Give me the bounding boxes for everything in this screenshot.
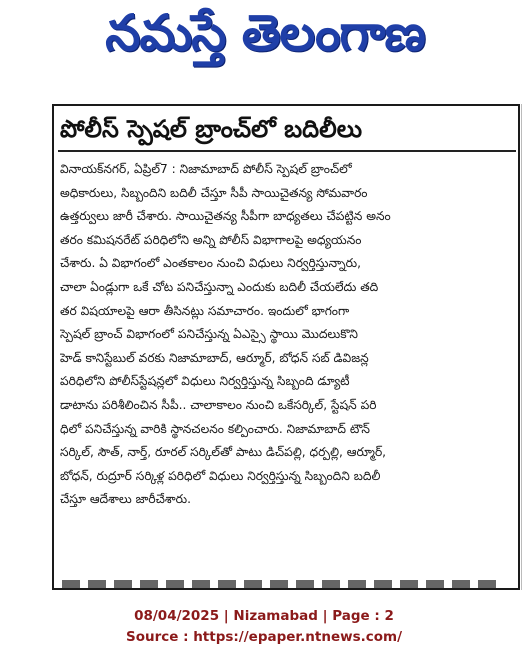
article-line: తరం కమిషనరేట్ పరిధిలోని అన్ని పోలీస్ విభాగాలపై అధ్యయనం bbox=[60, 232, 362, 247]
article-line: ధిలో పనిచేస్తున్న వారికి స్థానచలనం కల్పించారు. నిజామాబాద్ టౌన్ bbox=[60, 421, 370, 436]
article-line: వినాయక్‌నగర్, ఏప్రిల్7 : నిజామాబాద్ పోలీస్ స్పెషల్ బ్రాంచ్‌లో bbox=[60, 162, 352, 176]
article-line: సర్కిల్, సౌత్, నార్త్, రూరల్ సర్కిల్‌తో పాటు డిచ్‌పల్లి, ధర్పల్లి, ఆర్మూర్, bbox=[60, 445, 387, 460]
article-line: అధికారులు, సిబ్బందిని బదిలీ చేస్తూ సీపీ సాయిచైతన్య సోమవారం bbox=[60, 185, 368, 200]
masthead-title: నమస్తే తెలంగాణ bbox=[105, 3, 425, 62]
article-line: ఉత్తర్వులు జారీ చేశారు. సాయిచైతన్య సీపీగా బాధ్యతలు చేపట్టిన అనం bbox=[60, 209, 391, 224]
article-line: చేశారు. ఏ విభాగంలో ఎంతకాలం నుంచి విధులు నిర్వర్తిస్తున్నారు, bbox=[60, 256, 361, 271]
newspaper-masthead bbox=[60, 4, 470, 74]
page-edge-strip bbox=[521, 104, 528, 590]
edition-info: 08/04/2025 | Nizamabad | Page : 2 bbox=[134, 608, 394, 624]
article-line: పరిధిలోని పోలీస్‌స్టేషన్లలో విధులు నిర్వర్తిస్తున్న సిబ్బంది డ్యూటీ bbox=[60, 374, 350, 389]
article-line: డాటాను పరిశీలించిన సీపీ.. చాలాకాలం నుంచి ఒకేసర్కిల్, స్టేషన్ పరి bbox=[60, 397, 377, 412]
headline-divider bbox=[58, 150, 516, 152]
article-line: హెడ్ కానిస్టేబుల్ వరకు నిజామాబాద్, ఆర్మూర్, బోధన్ సబ్ డివిజన్ల bbox=[60, 350, 369, 365]
article-headline: పోలీస్ స్పెషల్ బ్రాంచ్‌లో బదిలీలు bbox=[60, 115, 363, 143]
source-link[interactable]: Source : https://epaper.ntnews.com/ bbox=[125, 629, 403, 645]
clip-footer bbox=[0, 606, 528, 648]
article-line: చాలా ఏండ్లుగా ఒకే చోట పనిచేస్తున్నా ఎందుకు బదిలీ చేయలేదు తది bbox=[60, 279, 379, 294]
article-clip bbox=[52, 104, 520, 590]
article-line: చేస్తూ ఆదేశాలు జారీచేశారు. bbox=[60, 492, 191, 507]
article-line: స్పెషల్ బ్రాంచ్ విభాగంలో పనిచేస్తున్న ఏఎస్సై స్థాయి మొదలుకొని bbox=[60, 327, 358, 342]
clipped-next-headline bbox=[62, 580, 502, 590]
article-body bbox=[60, 158, 514, 512]
article-line: తర విషయాలపై ఆరా తీసినట్లు సమాచారం. ఇందులో భాగంగా bbox=[60, 303, 350, 318]
article-line: బోధన్, రుద్రూర్ సర్కిళ్ల పరిధిలో విధులు నిర్వర్తిస్తున్న సిబ్బందిని బదిలీ bbox=[60, 468, 381, 483]
